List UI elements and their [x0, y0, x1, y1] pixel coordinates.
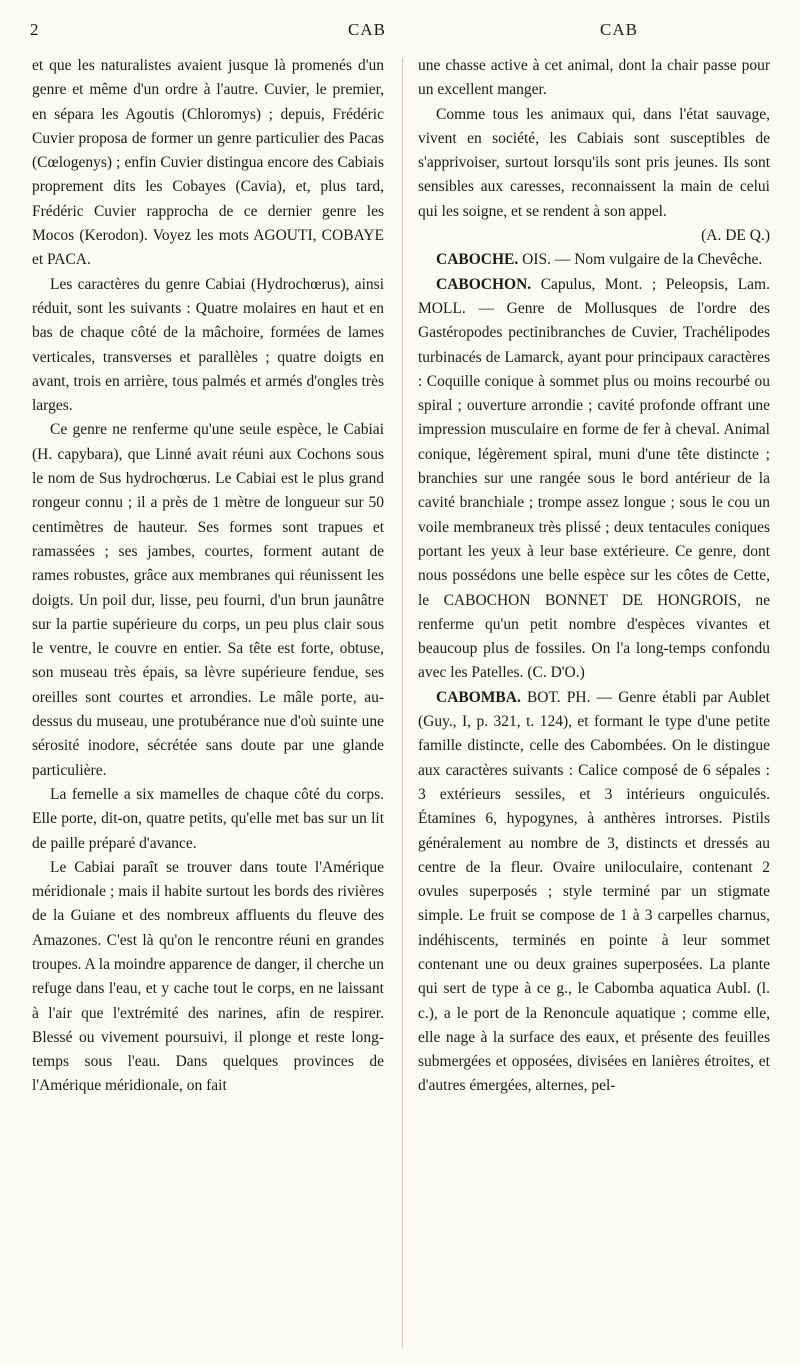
author-signature: (A. DE Q.) — [701, 227, 770, 245]
headword: CABOMBA. — [436, 688, 521, 706]
page-number: 2 — [30, 20, 39, 39]
running-head-left: CAB — [348, 20, 386, 39]
paragraph: Les caractères du genre Cabiai (Hydrochœrus), ainsi réduit, sont les suivants : Quatre molaires en haut et en bas de chaque côté de la mâchoire, formées de lames verticales, transverses et parallèles ; quatre doigts en avant, trois en arrière, tous palmés et armés d'ongles très larges. — [32, 275, 384, 415]
entry-cabomba — [418, 686, 770, 1099]
running-head-right: CAB — [600, 20, 638, 39]
paragraph: La femelle a six mamelles de chaque côté du corps. Elle porte, dit-on, quatre petits, qu'elle met bas sur un lit de paille préparé d'avance. — [32, 785, 384, 852]
entry-text: BOT. PH. — Genre établi par Aublet (Guy., I, p. 321, t. 124), et formant le type d'une petite famille distincte, celle des Cabombées. On le distingue aux caractères suivants : Calice composé de 6 sépales : 3 extérieurs sessiles, et 3 intérieurs onguiculés. Étamines 6, hypogynes, à anthères introrses. Pistils généralement au nombre de 3, distincts et dressés au centre de la fleur. Ovaire uniloculaire, contenant 2 ovules superposés ; style terminé par un stigmate simple. Le fruit se compose de 1 à 3 carpelles charnus, indéhiscents, terminés en pointe à leur sommet contenant une ou deux graines superposées. La plante qui sert de type à ce g., le Cabomba aquatica Aubl. (l. c.), a le port de la Renoncule aquatique ; comme elle, elle nage à la surface des eaux, et présente des feuilles submergées et opposées, divisées en lanières étroites, et d'autres émergées, alternes, pel- — [418, 688, 770, 1095]
entry-cabochon — [418, 273, 770, 686]
left-column — [32, 54, 384, 1099]
entry-text: Capulus, Mont. ; Peleopsis, Lam. MOLL. — Genre de Mollusques de l'ordre des Gastéropodes pectinibranches de Cuvier, Trachélipodes turbinacés de Lamarck, ayant pour principaux caractères : Coquille conique à sommet plus ou moins recourbé ou spiral ; ouverture arrondie ; cavité profonde offrant une impression musculaire en forme de fer à cheval. Animal conique, légèrement spiral, muni d'une tête distincte ; branchies sur une rangée sous le bord antérieur de la cavité branchiale ; trompe assez longue ; sous le cou un voile membraneux très plissé ; deux tentacules coniques portant les yeux à leur base extérieure. Ce genre, dont nous possédons une belle espèce sur les côtes de Cette, le CABOCHON BONNET DE HONGROIS, ne renferme qu'un petit nombre d'espèces vivantes et beaucoup plus de fossiles. On l'a long-temps confondu avec les Patelles. (C. D'O.) — [418, 275, 770, 682]
column-divider — [402, 58, 403, 1348]
paragraph: Ce genre ne renferme qu'une seule espèce, le Cabiai (H. capybara), que Linné avait réuni aux Cochons sous le nom de Sus hydrochœrus. Le Cabiai est le plus grand rongeur connu ; il a près de 1 mètre de longueur sur 50 centimètres de hauteur. Ses formes sont trapues et ramassées ; ses jambes, courtes, forment autant de rames robustes, grâce aux membranes qui réunissent les doigts. Un poil dur, lisse, peu fourni, d'un brun jaunâtre sur la partie supérieure du corps, un peu plus clair sous le ventre, le couvre en entier. Sa tête est forte, obtuse, son museau très épais, sa lèvre supérieure fendue, ses oreilles sont courtes et arrondies. Le mâle porte, au-dessus du museau, une protubérance nue d'où suinte une sérosité inodore, sécrétée sans doute par une glande particulière. — [32, 421, 384, 779]
paragraph: Comme tous les animaux qui, dans l'état sauvage, vivent en société, les Cabiais sont susceptibles de s'apprivoiser, surtout lorsqu'ils sont pris jeunes. Ils sont sensibles aux caresses, reconnaissent la main de celui qui les soigne, et se rendent à son appel. — [418, 105, 770, 220]
paragraph: et que les naturalistes avaient jusque là promenés d'un genre et même d'un ordre à l'autre. Cuvier, le premier, en sépara les Agoutis (Chloromys) ; depuis, Frédéric Cuvier proposa de former un genre particulier des Pacas (Cœlogenys) ; enfin Cuvier distingua encore des Cabiais proprement dits les Cobayes (Cavia), et, plus tard, Frédéric Cuvier rapprocha de ce dernier genre les Mocos (Kerodon). Voyez les mots AGOUTI, COBAYE et PACA. — [32, 57, 384, 269]
right-column — [418, 54, 770, 1099]
headword: CABOCHON. — [436, 275, 532, 293]
paragraph: une chasse active à cet animal, dont la chair passe pour un excellent manger. — [418, 57, 770, 99]
entry-text: OIS. — Nom vulgaire de la Chevêche. — [518, 251, 763, 269]
headword: CABOCHE. — [436, 251, 519, 269]
page-header — [30, 20, 770, 46]
paragraph: Le Cabiai paraît se trouver dans toute l'Amérique méridionale ; mais il habite surtout les bords des rivières de la Guiane et des nombreux affluents du fleuve des Amazones. C'est là qu'on le rencontre réuni en grandes troupes. A la moindre apparence de danger, il cherche un refuge dans l'eau, et y cache tout le corps, en ne laissant à l'air que l'extrémité des narines, afin de respirer. Blessé ou vivement poursuivi, il plonge et reste long-temps sous l'eau. Dans quelques provinces de l'Amérique méridionale, on fait — [32, 858, 384, 1095]
entry-caboche — [418, 248, 770, 272]
